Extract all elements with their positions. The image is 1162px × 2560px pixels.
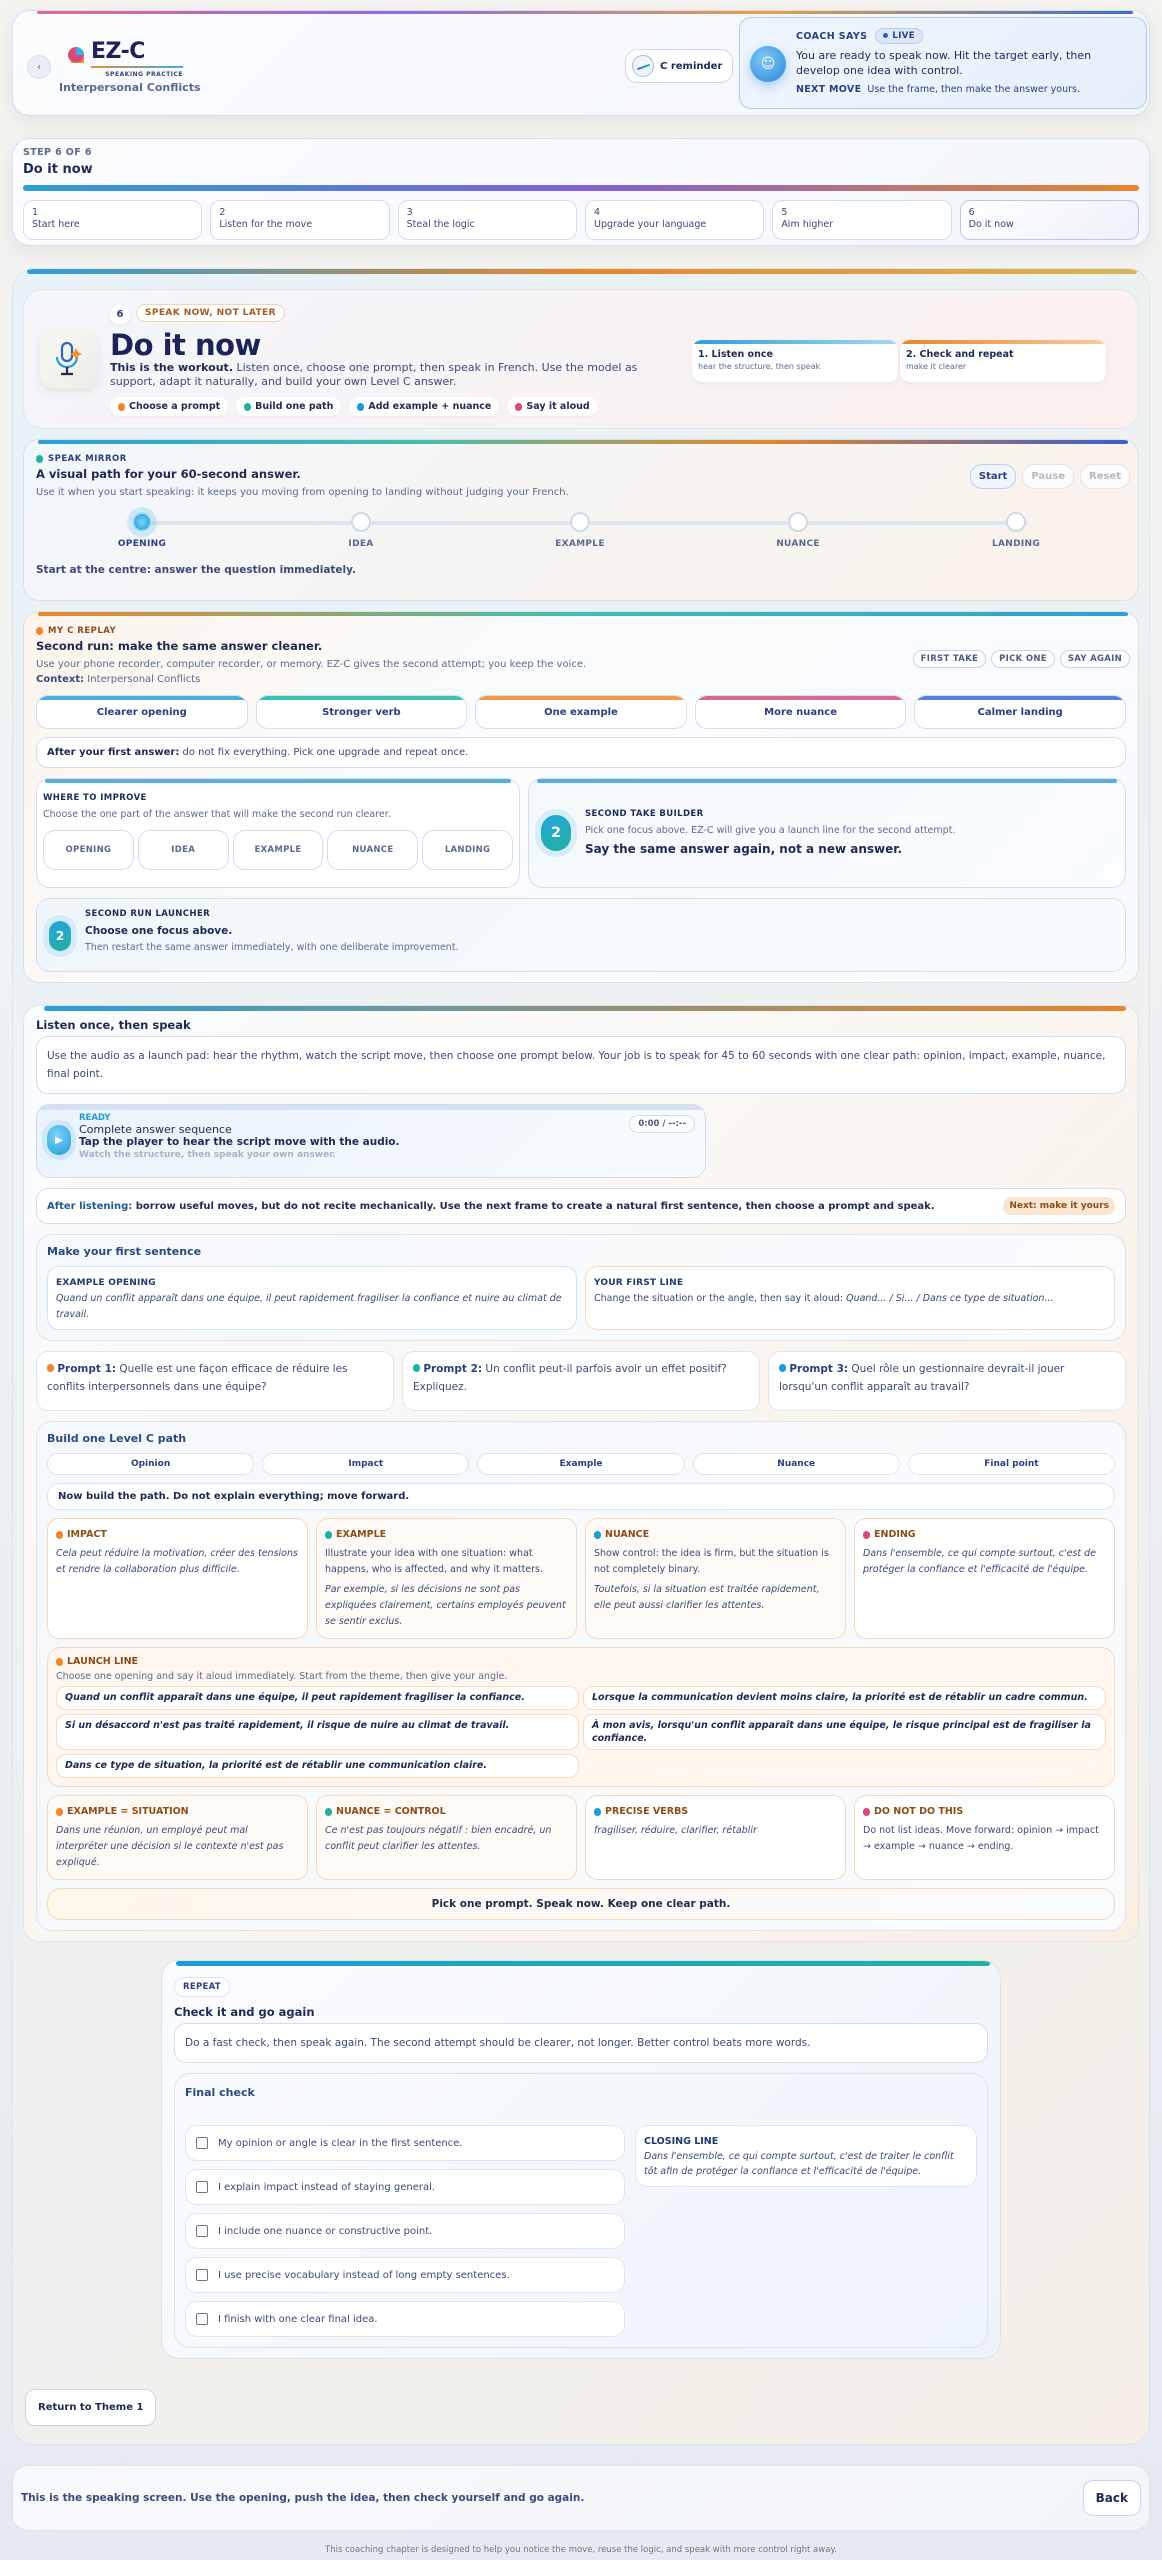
c-reminder-label: C reminder	[660, 60, 723, 72]
footer-note: This coaching chapter is designed to help you notice the move, reuse the logic, and speak with more control right away.	[325, 2545, 837, 2555]
listen-intro: Use the audio as a launch pad: hear the rhythm, watch the script move, then choose one prompt below. Your job is to speak for 45 to 60 seconds with one clear path: opinion, impact, example, nuance, final point.	[36, 1036, 1126, 1094]
check-item-2[interactable]: I explain impact instead of staying general.	[185, 2169, 625, 2205]
first-sentence-group: Make your first sentence EXAMPLE OPENING Quand un conflit apparaît dans une équipe, il peut rapidement fragiliser la confiance et nuire au climat de travail. YOUR FIRST LINE Change the situation or the angle, then say it aloud: Quand... / Si... / Dans ce type de situation...	[36, 1234, 1126, 1341]
repeat-intro: Do a fast check, then speak again. The second attempt should be clearer, not longer. Better control beats more words.	[174, 2023, 988, 2063]
hero-section	[23, 289, 1139, 429]
path-opinion[interactable]: Opinion	[47, 1453, 254, 1475]
speak-mirror-tip: Start at the centre: answer the question immediately.	[36, 564, 357, 576]
back-button[interactable]: Back	[1083, 2480, 1141, 2516]
improve-idea[interactable]: IDEA	[138, 830, 229, 870]
step-title: Do it now	[23, 162, 93, 177]
step-count: STEP 6 OF 6	[23, 147, 92, 158]
footer-bar	[12, 2465, 1150, 2531]
listen-section	[23, 1005, 1139, 1942]
speak-mirror-eyebrow: SPEAK MIRROR	[48, 454, 127, 464]
focus-more-nuance[interactable]: More nuance	[695, 695, 907, 729]
launch-line-1[interactable]: Quand un conflit apparaît dans une équipe, il peut rapidement fragiliser la confiance.	[56, 1686, 579, 1710]
checkbox[interactable]	[196, 2313, 208, 2325]
after-listening-note: After listening: borrow useful moves, but do not recite mechanically. Use the next frame to create a natural first sentence, then choose a prompt and speak. Next: make it yours	[36, 1188, 1126, 1224]
logo-underline	[91, 66, 183, 68]
after-first-answer-note: After your first answer: do not fix everything. Pick one upgrade and repeat once.	[36, 737, 1126, 768]
check-item-4[interactable]: I use precise vocabulary instead of long empty sentences.	[185, 2257, 625, 2293]
checkbox[interactable]	[196, 2225, 208, 2237]
tip-precise-verbs: PRECISE VERBS fragiliser, réduire, clarifier, rétablir	[585, 1795, 846, 1880]
step-tab-1[interactable]: 1 Start here	[23, 200, 202, 240]
teal-dot-icon	[244, 403, 251, 411]
example-opening-card: EXAMPLE OPENING Quand un conflit apparaît dans une équipe, il peut rapidement fragiliser la confiance et nuire au climat de travail.	[47, 1266, 577, 1330]
node-nuance[interactable]: NUANCE	[748, 512, 848, 549]
player-hint: Watch the structure, then speak your own answer.	[79, 1150, 336, 1160]
logo-subtitle: SPEAKING PRACTICE	[105, 71, 183, 78]
speak-mirror-subtitle: Use it when you start speaking: it keeps you moving from opening to landing without judging your French.	[36, 487, 569, 498]
ending-card: ENDING Dans l'ensemble, ce qui compte surtout, c'est de protéger la confiance et l'efficacité de l'équipe.	[854, 1518, 1115, 1639]
focus-one-example[interactable]: One example	[475, 695, 687, 729]
pill-example-nuance: Add example + nuance	[349, 397, 499, 416]
chip-say-again: SAY AGAIN	[1060, 650, 1130, 668]
pink-dot-icon	[515, 403, 522, 411]
path-impact[interactable]: Impact	[262, 1453, 469, 1475]
main-accent-line	[27, 269, 1137, 274]
return-to-theme-button[interactable]: Return to Theme 1	[25, 2389, 156, 2426]
final-instruction: Pick one prompt. Speak now. Keep one clear path.	[47, 1888, 1115, 1920]
prompt-card-3[interactable]: Prompt 3: Quel rôle un gestionnaire devrait-il jouer lorsqu'un conflit apparaît au travail?	[768, 1351, 1126, 1411]
speak-mirror-panel	[23, 439, 1139, 601]
example-card: EXAMPLE Illustrate your idea with one situation: what happens, who is affected, and why it matters. Par exemple, si les décisions ne sont pas expliquées clairement, certains employés peuvent se sentir exclus.	[316, 1518, 577, 1639]
chip-pick-one: PICK ONE	[991, 650, 1055, 668]
page-title: Do it now	[110, 328, 261, 362]
prompt-card-1[interactable]: Prompt 1: Quelle est une façon efficace de réduire les conflits interpersonnels dans une équipe?	[36, 1351, 394, 1411]
improve-landing[interactable]: LANDING	[422, 830, 513, 870]
final-check: Final check My opinion or angle is clear in the first sentence. I explain impact instead of staying general. I include one nuance or constructive point. I use precise vocabulary instead of long empty sentences. I finish with one clear final idea. CLOSING LINE Dans l'ensemble, ce qui compte surtout, c'est de traiter le conflit tôt afin de protéger la confiance et l'efficacité de l'équipe.	[174, 2073, 988, 2348]
main-content	[12, 268, 1150, 2445]
step-tab-5[interactable]: 5 Aim higher	[772, 200, 951, 240]
microphone-icon	[40, 330, 98, 388]
launch-line-card: LAUNCH LINE Choose one opening and say it aloud immediately. Start from the theme, then give your angle. Quand un conflit apparaît dans une équipe, il peut rapidement fragiliser la confiance. Lorsque la communication devient moins claire, la priorité est de rétablir un cadre commun. Si un désaccord n'est pas traité rapidement, il risque de nuire au climat de travail. À mon avis, lorsqu'un conflit apparaît dans une équipe, le risque principal est de fragiliser la confiance. Dans ce type de situation, la priorité est de rétablir une communication claire.	[47, 1647, 1115, 1787]
step-tab-3[interactable]: 3 Steal the logic	[398, 200, 577, 240]
replay-title: Second run: make the same answer cleaner.	[36, 639, 323, 653]
pill-choose-prompt: Choose a prompt	[110, 397, 228, 416]
next-move-text: Use the frame, then make the answer yours.	[867, 84, 1080, 95]
repeat-tag: REPEAT	[174, 1977, 230, 1997]
app-logo[interactable]	[67, 41, 183, 78]
second-run-launcher: 2 SECOND RUN LAUNCHER Choose one focus above. Then restart the same answer immediately, with one deliberate improvement.	[36, 898, 1126, 972]
c-reminder-button[interactable]	[625, 49, 733, 83]
path-final-point[interactable]: Final point	[908, 1453, 1115, 1475]
coach-avatar-icon: ☺	[750, 46, 786, 82]
coach-title: COACH SAYS	[796, 30, 868, 42]
check-item-3[interactable]: I include one nuance or constructive point.	[185, 2213, 625, 2249]
closing-line-card: CLOSING LINE Dans l'ensemble, ce qui compte surtout, c'est de traiter le conflit tôt afin de protéger la confiance et l'efficacité de l'équipe.	[635, 2125, 977, 2187]
listen-title: Listen once, then speak	[36, 1018, 191, 1032]
orange-dot-icon	[118, 403, 125, 411]
orange-dot-icon	[56, 1658, 63, 1666]
step-tab-4[interactable]: 4 Upgrade your language	[585, 200, 764, 240]
hero-description: This is the workout. Listen once, choose one prompt, then speak in French. Use the model as support, adapt it naturally, and build your own Level C answer.	[110, 361, 638, 388]
teal-dot-icon	[413, 1364, 420, 1372]
replay-context: Context: Interpersonal Conflicts	[36, 674, 201, 685]
second-take-builder: 2 SECOND TAKE BUILDER Pick one focus above. EZ-C will give you a launch line for the second attempt. Say the same answer again, not a new answer.	[528, 778, 1126, 888]
path-nuance[interactable]: Nuance	[693, 1453, 900, 1475]
player-instruction: Tap the player to hear the script move with the audio.	[79, 1136, 400, 1148]
next-chip: Next: make it yours	[1003, 1197, 1115, 1215]
progress-bar	[23, 185, 1139, 191]
mini-card-listen: 1. Listen once hear the structure, then speak	[692, 340, 898, 382]
hero-tag: SPEAK NOW, NOT LATER	[136, 304, 285, 322]
launch-line-5[interactable]: Dans ce type de situation, la priorité est de rétablir une communication claire.	[56, 1754, 579, 1778]
check-item-1[interactable]: My opinion or angle is clear in the first sentence.	[185, 2125, 625, 2161]
replay-eyebrow: MY C REPLAY	[48, 626, 117, 636]
replay-subtitle: Use your phone recorder, computer recorder, or memory. EZ-C gives the second attempt; you keep the voice.	[36, 659, 587, 670]
path-instruction: Now build the path. Do not explain everything; move forward.	[47, 1483, 1115, 1510]
coach-message: You are ready to speak now. Hit the target early, then develop one idea with control.	[796, 49, 1092, 77]
node-landing[interactable]: LANDING	[966, 512, 1066, 549]
track-name: Complete answer sequence	[79, 1123, 232, 1136]
orange-dot-icon	[47, 1364, 54, 1372]
coach-panel	[739, 17, 1147, 109]
answer-path-track	[36, 512, 1126, 562]
pause-button[interactable]: Pause	[1022, 464, 1074, 489]
next-move-label: NEXT MOVE	[796, 84, 862, 95]
step-progress	[12, 138, 1150, 246]
checkbox[interactable]	[196, 2137, 208, 2149]
your-first-line-card: YOUR FIRST LINE Change the situation or the angle, then say it aloud: Quand... / Si... / Dans ce type de situation...	[585, 1266, 1115, 1330]
topic-label: Interpersonal Conflicts	[59, 81, 201, 94]
prompt-card-2[interactable]: Prompt 2: Un conflit peut-il parfois avoir un effet positif? Expliquez.	[402, 1351, 760, 1411]
improve-example[interactable]: EXAMPLE	[233, 830, 324, 870]
repeat-section	[161, 1960, 1001, 2359]
focus-clearer-opening[interactable]: Clearer opening	[36, 695, 248, 729]
node-opening[interactable]: OPENING	[92, 512, 192, 549]
launch-line-4[interactable]: À mon avis, lorsqu'un conflit apparaît dans une équipe, le risque principal est de fragiliser la confiance.	[583, 1714, 1106, 1750]
logo-text: EZ-C	[91, 39, 145, 64]
audio-player[interactable]	[36, 1104, 706, 1178]
step-tab-2[interactable]: 2 Listen for the move	[210, 200, 389, 240]
focus-stronger-verb[interactable]: Stronger verb	[256, 695, 468, 729]
player-status: READY	[79, 1113, 111, 1123]
improve-opening[interactable]: OPENING	[43, 830, 134, 870]
improve-nuance[interactable]: NUANCE	[327, 830, 418, 870]
checkbox[interactable]	[196, 2181, 208, 2193]
repeat-title: Check it and go again	[174, 2005, 315, 2019]
path-example[interactable]: Example	[477, 1453, 684, 1475]
clock-icon	[632, 55, 654, 77]
player-time: 0:00 / --:--	[629, 1115, 695, 1133]
top-bar	[12, 10, 1150, 116]
mini-card-check: 2. Check and repeat make it clearer	[900, 340, 1106, 382]
blue-dot-icon	[779, 1364, 786, 1372]
step-2-badge: 2	[541, 815, 571, 851]
live-badge: LIVE	[875, 28, 923, 44]
step-2-badge: 2	[49, 921, 71, 951]
step-tab-6[interactable]: 6 Do it now	[960, 200, 1139, 240]
play-icon[interactable]: ▶	[47, 1125, 71, 1155]
top-accent-line	[37, 11, 1133, 14]
node-example[interactable]: EXAMPLE	[530, 512, 630, 549]
nuance-card: NUANCE Show control: the idea is firm, but the situation is not completely binary. Toutefois, si la situation est traitée rapidement, elle peut aussi clarifier les attentes.	[585, 1518, 846, 1639]
chip-first-take: FIRST TAKE	[913, 650, 987, 668]
replay-panel	[23, 611, 1139, 983]
node-idea[interactable]: IDEA	[311, 512, 411, 549]
launch-line-2[interactable]: Lorsque la communication devient moins claire, la priorité est de rétablir un cadre commun.	[583, 1686, 1106, 1710]
coach-next-move	[796, 84, 1134, 95]
blue-dot-icon	[357, 403, 364, 411]
teal-dot-icon	[36, 455, 43, 463]
start-button[interactable]: Start	[970, 464, 1016, 489]
logo-bubble-icon	[67, 45, 89, 67]
tip-example-situation: EXAMPLE = SITUATION Dans une réunion, un employé peut mal interpréter une décision si le contexte n'est pas expliqué.	[47, 1795, 308, 1880]
level-c-path-group: Build one Level C path Opinion Impact Example Nuance Final point Now build the path. Do not explain everything; move forward. IMPACT Cela peut réduire la motivation, créer des tensions et rendre la collaboration plus difficile. EXAMPLE Illustrate your idea with one situation: what happens, who is affected, and why it matters. Par exemple, si les décisions ne sont pas expliquées clairement, certains employés peuvent se sentir exclus. NUANCE Show control: the idea is firm, but the situation is not completely binary. Toutefois, si la situation est traitée rapidement, elle peut aussi clarifier les attentes. ENDING Dans l'ensemble, ce qui compte surtout, c'est de protéger la confiance et l'efficacité de l'équipe. LAUNCH LINE Choose one opening and say it aloud immediately. Start from the theme, then give your angle. Quand un conflit apparaît dans une équipe, il peut rapidement fragiliser la confiance. Lorsque la communication devient moins claire, la priorité est de rétablir un cadre commun. Si un désaccord n'est pas traité rapidement, il risque de nuire au climat de travail. À mon avis, lorsqu'un conflit apparaît dans une équipe, le risque principal est de fragiliser la confiance. Dans ce type de situation, la priorité est de rétablir une communication claire. EXAMPLE = SITUATION Dans une réunion, un employé peut mal interpréter une décision si le contexte n'est pas expliqué. NUANCE = CONTROL Ce n'est pas toujours négatif : bien encadré, un conflit peut clarifier les attentes. PRECISE VERBS fragiliser, réduire, clarifier, rétablir DO NOT DO THIS Do not list ideas. Move forward: opinion → impact → example → nuance → ending. Pick one prompt. Speak now. Keep one clear path.	[36, 1421, 1126, 1931]
orange-dot-icon	[36, 627, 43, 635]
speak-mirror-title: A visual path for your 60-second answer.	[36, 467, 301, 481]
reset-button[interactable]: Reset	[1080, 464, 1130, 489]
focus-calmer-landing[interactable]: Calmer landing	[914, 695, 1126, 729]
tip-nuance-control: NUANCE = CONTROL Ce n'est pas toujours négatif : bien encadré, un conflit peut clarifier les attentes.	[316, 1795, 577, 1880]
tip-do-not: DO NOT DO THIS Do not list ideas. Move forward: opinion → impact → example → nuance → ending.	[854, 1795, 1115, 1880]
pill-say-aloud: Say it aloud	[507, 397, 597, 416]
footer-text: This is the speaking screen. Use the opening, push the idea, then check yourself and go again.	[21, 2492, 585, 2504]
launch-line-3[interactable]: Si un désaccord n'est pas traité rapidement, il risque de nuire au climat de travail.	[56, 1714, 579, 1750]
step-number-chip: 6	[110, 305, 130, 325]
checkbox[interactable]	[196, 2269, 208, 2281]
impact-card: IMPACT Cela peut réduire la motivation, créer des tensions et rendre la collaboration plus difficile.	[47, 1518, 308, 1639]
chevron-left-icon[interactable]: ‹	[27, 55, 51, 79]
pill-build-path: Build one path	[236, 397, 341, 416]
check-item-5[interactable]: I finish with one clear final idea.	[185, 2301, 625, 2337]
where-to-improve: WHERE TO IMPROVE Choose the one part of the answer that will make the second run clearer. OPENING IDEA EXAMPLE NUANCE LANDING	[36, 778, 520, 888]
